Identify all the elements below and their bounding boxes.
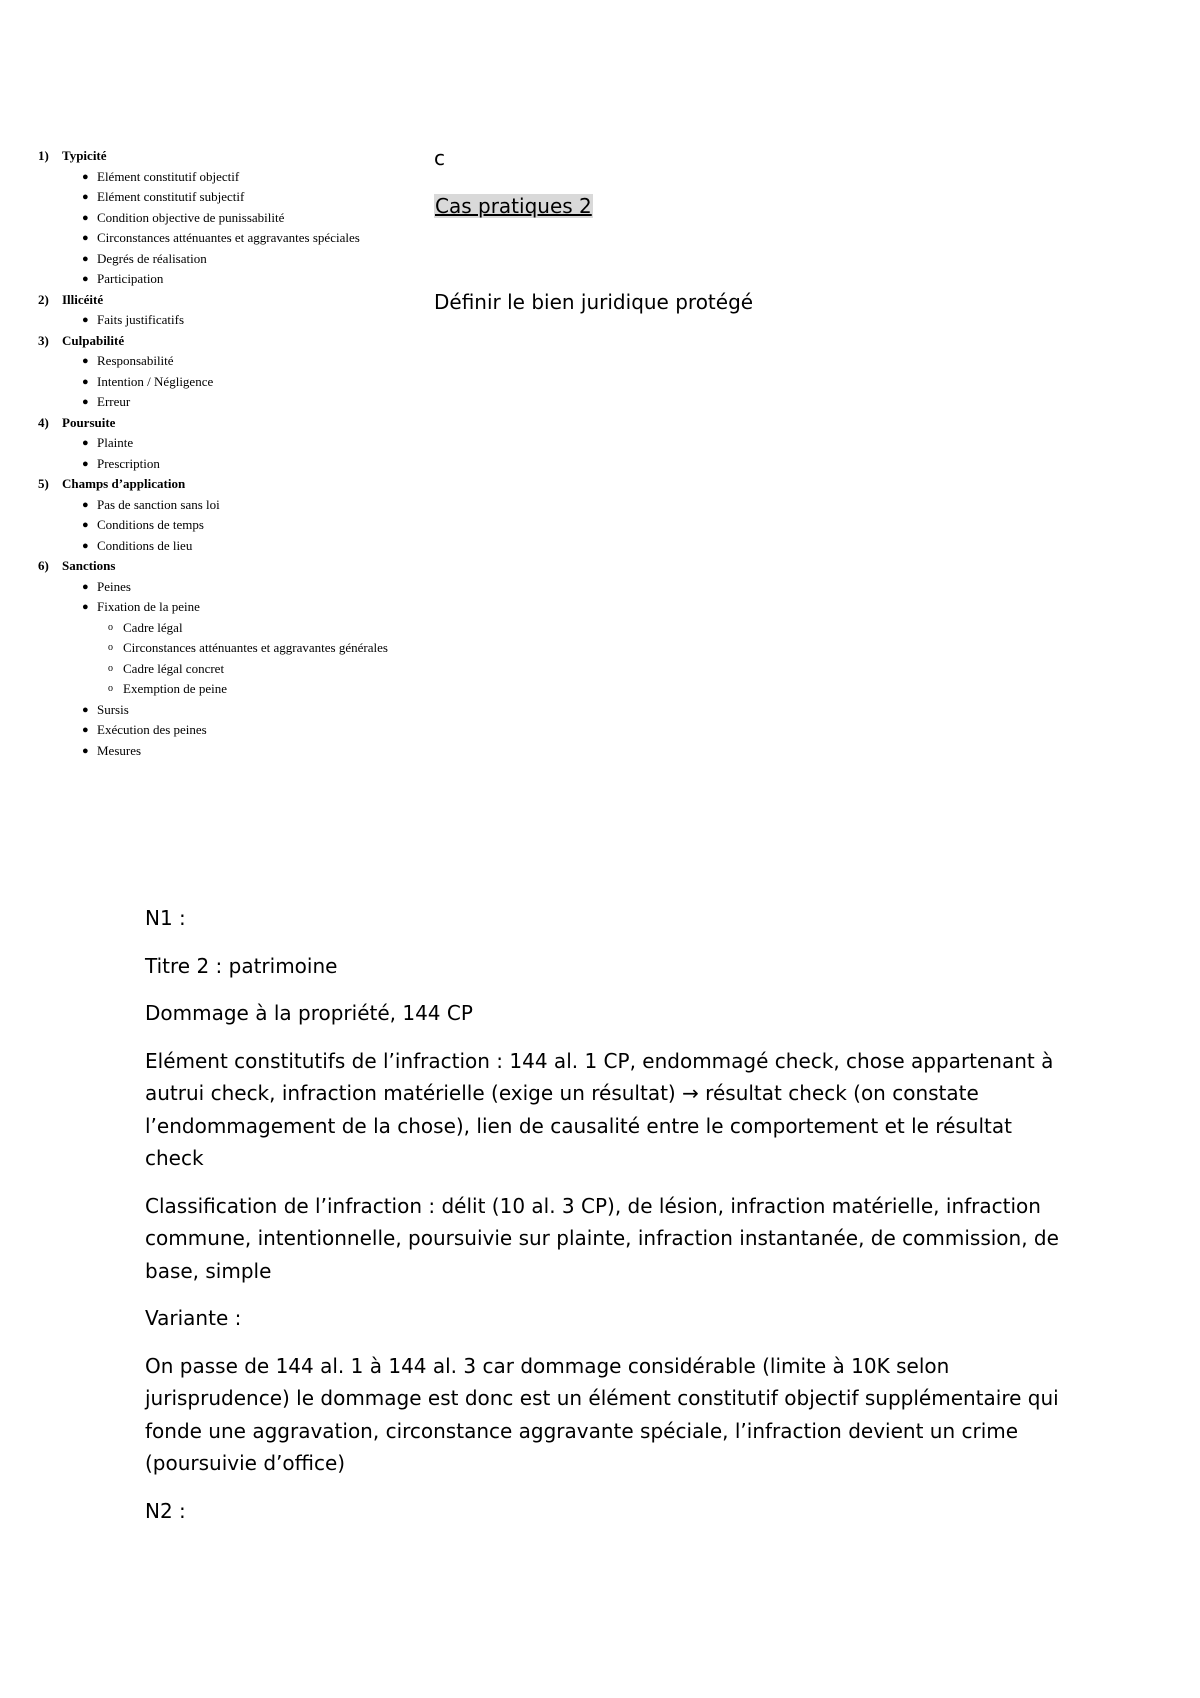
- outline-item: [38, 392, 438, 413]
- bullet-icon: ●: [82, 601, 89, 613]
- heading-n1: N1 :: [145, 906, 186, 930]
- circle-bullet-icon: o: [108, 683, 113, 694]
- bullet-icon: ●: [82, 744, 89, 757]
- item-text: Intention / Négligence: [97, 373, 214, 389]
- section-number: 2): [38, 291, 49, 307]
- outline-item: [38, 269, 438, 290]
- section-title: Illicéité: [62, 291, 104, 307]
- outline-item: [38, 372, 438, 393]
- outline-item: [38, 310, 438, 331]
- outline-item: [38, 495, 438, 516]
- bullet-icon: ●: [82, 724, 89, 736]
- outline-subitem: [38, 638, 438, 659]
- circle-bullet-icon: o: [108, 662, 113, 674]
- section-number: 1): [38, 148, 49, 163]
- section-title: Poursuite: [62, 414, 116, 430]
- outline-item: [38, 228, 438, 249]
- outline-section: [38, 556, 438, 577]
- outline-item: [38, 700, 438, 721]
- item-text: Responsabilité: [97, 353, 174, 368]
- classification-paragraph: Classification de l’infraction : délit (10 al. 3 CP), de lésion, infraction matérielle, infraction commune, intentionnelle, poursuivie sur plainte, infraction instantanée, de commission, de base, simple: [145, 1193, 1059, 1283]
- bullet-icon: ●: [82, 437, 89, 449]
- section-number: 5): [38, 476, 49, 491]
- bullet-icon: ●: [82, 703, 89, 716]
- titre-line: Titre 2 : patrimoine: [145, 953, 338, 978]
- item-text: Elément constitutif subjectif: [97, 189, 245, 204]
- bullet-icon: ●: [82, 273, 89, 285]
- item-text: Conditions de temps: [97, 517, 204, 532]
- note-definir: Définir le bien juridique protégé: [434, 290, 754, 314]
- outline-section: [38, 331, 438, 352]
- bullet-icon: ●: [82, 170, 89, 183]
- bullet-icon: ●: [82, 211, 89, 224]
- section-title: Champs d’application: [62, 476, 186, 491]
- item-text: Sursis: [97, 701, 129, 717]
- item-text: Participation: [97, 271, 164, 286]
- element-paragraph: Elément constitutifs de l’infraction : 144 al. 1 CP, endommagé check, chose appartenant à autrui check, infraction matérielle (exige un résultat) → résultat check (on constate l’endommagement de la chose), lien de causalité entre le comportement et le résultat check: [145, 1048, 1054, 1170]
- outline-subitem: [38, 659, 438, 680]
- bullet-icon: ●: [82, 232, 89, 244]
- outline-item: [38, 454, 438, 475]
- outline-item: [38, 597, 438, 618]
- item-text: Circonstances atténuantes et aggravantes spéciales: [97, 230, 360, 245]
- outline-item: [38, 249, 438, 270]
- outline-section: [38, 474, 438, 495]
- bullet-icon: ●: [82, 191, 89, 203]
- outline-item: [38, 433, 438, 454]
- item-text: Prescription: [97, 455, 160, 471]
- subitem-text: Exemption de peine: [123, 681, 227, 696]
- bullet-icon: ●: [82, 498, 89, 511]
- item-text: Exécution des peines: [97, 722, 207, 737]
- section-number: 3): [38, 332, 49, 348]
- circle-bullet-icon: o: [108, 621, 113, 633]
- outline-section: [38, 413, 438, 434]
- bullet-icon: ●: [82, 539, 89, 552]
- bullet-icon: ●: [82, 580, 89, 593]
- heading-n2: N2 :: [145, 1498, 186, 1523]
- heading-cas-pratiques: Cas pratiques 2: [435, 194, 592, 218]
- bullet-icon: ●: [82, 396, 89, 408]
- outline-item: [38, 515, 438, 536]
- outline-item: [38, 536, 438, 557]
- item-text: Conditions de lieu: [97, 537, 193, 553]
- outline-section: [38, 146, 438, 167]
- bullet-icon: ●: [82, 457, 89, 470]
- outline-item: [38, 741, 438, 762]
- subitem-text: Cadre légal: [123, 619, 183, 635]
- outline-item: [38, 187, 438, 208]
- outline-section: [38, 290, 438, 311]
- section-title: Culpabilité: [62, 332, 125, 348]
- item-text: Faits justificatifs: [97, 312, 185, 327]
- note-letter: c: [434, 146, 445, 170]
- circle-bullet-icon: o: [108, 642, 113, 653]
- bullet-icon: ●: [82, 314, 89, 326]
- section-title: Typicité: [62, 148, 107, 163]
- subitem-text: Cadre légal concret: [123, 660, 225, 676]
- item-text: Pas de sanction sans loi: [97, 496, 220, 512]
- outline-item: [38, 720, 438, 741]
- bullet-icon: ●: [82, 252, 89, 265]
- outline-item: [38, 208, 438, 229]
- item-text: Fixation de la peine: [97, 599, 200, 614]
- item-text: Condition objective de punissabilité: [97, 209, 285, 225]
- bullet-icon: ●: [82, 355, 89, 367]
- section-title: Sanctions: [62, 558, 116, 573]
- item-text: Mesures: [97, 742, 142, 758]
- outline-subitem: [38, 679, 438, 700]
- item-text: Peines: [97, 578, 131, 594]
- dommage-line: Dommage à la propriété, 144 CP: [145, 1001, 473, 1025]
- item-text: Plainte: [97, 435, 134, 450]
- item-text: Degrés de réalisation: [97, 250, 207, 266]
- subitem-text: Circonstances atténuantes et aggravantes générales: [123, 640, 388, 655]
- outline-item: [38, 577, 438, 598]
- section-number: 4): [38, 414, 49, 430]
- outline-subitem: [38, 618, 438, 639]
- section-number: 6): [38, 558, 49, 573]
- bullet-icon: ●: [82, 375, 89, 388]
- outline-list: [38, 146, 438, 761]
- variante-line: Variante :: [145, 1306, 242, 1330]
- bullet-icon: ●: [82, 519, 89, 531]
- outline-item: [38, 351, 438, 372]
- item-text: Elément constitutif objectif: [97, 168, 240, 184]
- outline-item: [38, 167, 438, 188]
- on-passe-paragraph: On passe de 144 al. 1 à 144 al. 3 car dommage considérable (limite à 10K selon jurisprudence) le dommage est donc est un élément constitutif objectif supplémentaire qui fonde une aggravation, circonstance aggravante spéciale, l’infraction devient un crime (poursuivie d’office): [145, 1353, 1059, 1475]
- item-text: Erreur: [97, 394, 131, 409]
- case-body: [145, 902, 1065, 1542]
